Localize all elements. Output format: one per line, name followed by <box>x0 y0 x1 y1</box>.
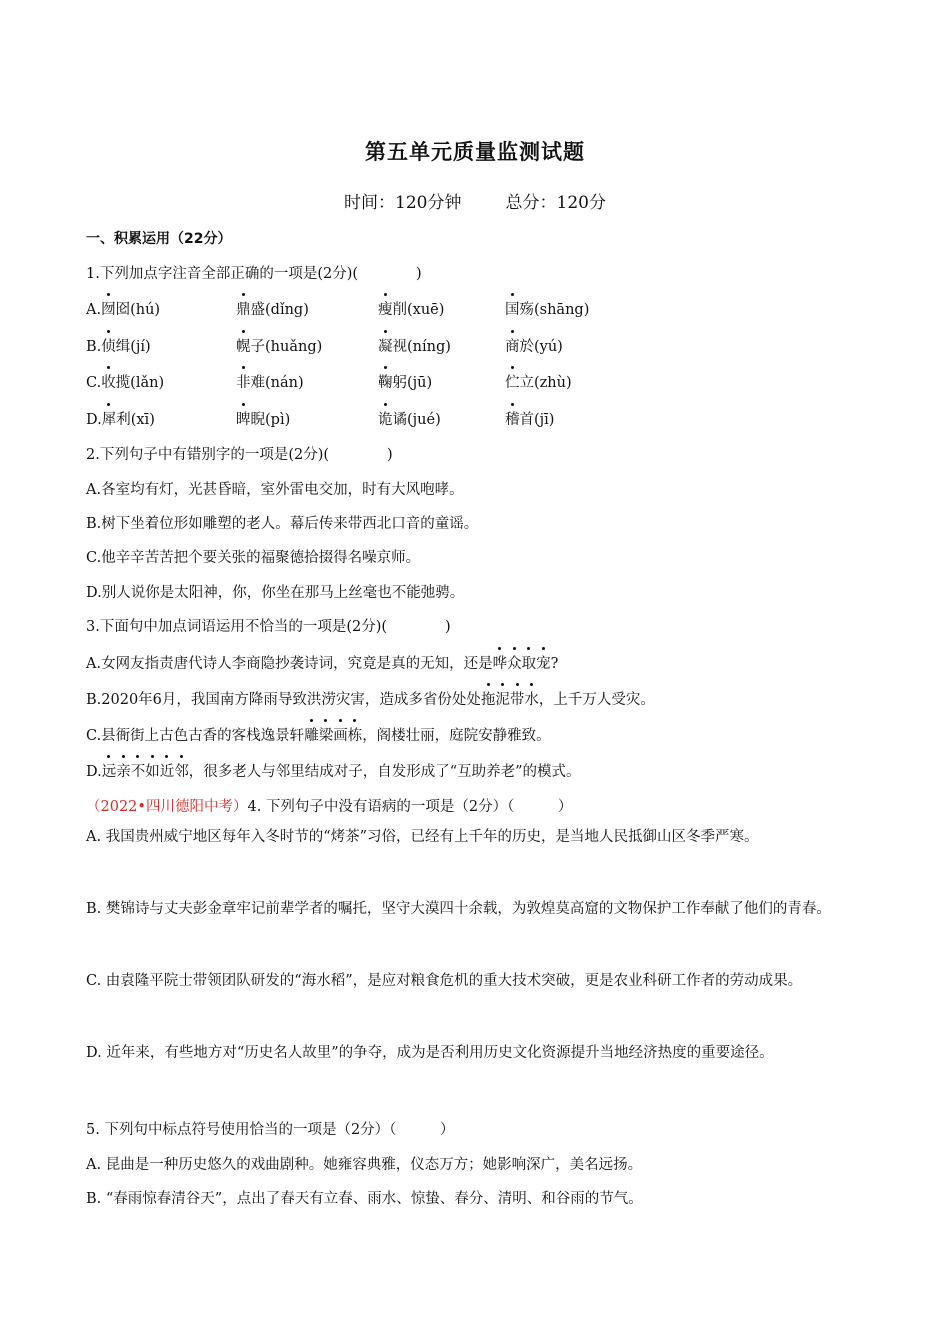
dotted-character: 如 <box>145 760 160 781</box>
question-4-option-c: C. 由袁隆平院士带领团队研发的“海水稻”，是应对粮食危机的重大技术突破，更是农业科研工作者的劳动成果。 <box>86 973 803 989</box>
time-limit: 时间：120分钟 <box>344 193 462 213</box>
question-4-stem-line <box>86 795 572 816</box>
dotted-character: 幌 <box>236 335 251 356</box>
dotted-character: 梁 <box>319 724 334 745</box>
question-3-option-b: B.2020年6月，我国南方降雨导致洪涝灾害，造成多省份处处拖泥带水，上千万人受灾。 <box>86 688 655 709</box>
question-4-option-b: B. 樊锦诗与丈夫彭金章牢记前辈学者的嘱托，坚守大漠四十余载，为敦煌莫高窟的文物保护工作奉献了他们的青春。 <box>86 901 831 917</box>
question-5-stem: 5. 下列句中标点符号使用恰当的一项是（2分）（ ） <box>86 1122 455 1138</box>
option-letter: D. <box>86 412 102 428</box>
question-2-option-d: D.别人说你是太阳神，你，你坐在那马上丝毫也不能弛骋。 <box>86 585 465 601</box>
pinyin-text: 谲(jué) <box>392 412 441 428</box>
dotted-character: 瘦 <box>378 298 393 319</box>
q1-option-item <box>86 371 164 392</box>
pinyin-text: 利(xī) <box>116 412 155 428</box>
dotted-character: 画 <box>333 724 348 745</box>
q1-option-item <box>86 335 151 356</box>
option-letter: B. <box>86 339 102 355</box>
q1-option-item <box>86 298 160 319</box>
question-4-stem: 4. 下列句子中没有语病的一项是（2分）（ ） <box>247 799 573 815</box>
pinyin-text: 睨(pì) <box>250 412 291 428</box>
dotted-character: 伫 <box>505 371 520 392</box>
dotted-character: 收 <box>101 371 116 392</box>
dotted-character: 雕 <box>304 724 319 745</box>
pinyin-text: 躬(jū) <box>392 375 433 391</box>
pinyin-text: 难(nán) <box>250 375 304 391</box>
q1-option-item <box>505 335 563 356</box>
pinyin-text: 於(yú) <box>519 339 563 355</box>
pinyin-text: 子(huǎng) <box>250 339 323 355</box>
dotted-phrase <box>493 656 551 672</box>
dotted-character: 泥 <box>495 688 510 709</box>
dotted-character: 带 <box>510 688 525 709</box>
dotted-phrase <box>481 692 539 708</box>
dotted-character: 犀 <box>102 408 117 429</box>
question-4-option-d: D. 近年来，有些地方对“历史名人故里”的争夺，成为是否利用历史文化资源提升当地经济热度的重要途径。 <box>86 1045 774 1061</box>
q1-option-item <box>378 335 451 356</box>
dotted-character: 诡 <box>378 408 393 429</box>
question-2-stem: 2.下列句子中有错别字的一项是(2分)( ) <box>86 447 393 463</box>
q1-option-item <box>86 408 155 429</box>
question-3-option-c: C.县衙街上古色古香的客栈逸景轩雕梁画栋，阁楼壮丽，庭院安静雅致。 <box>86 724 551 745</box>
pinyin-text: 首(jī) <box>519 412 555 428</box>
question-1-stem: 1.下列加点字注音全部正确的一项是(2分)( ) <box>86 266 422 282</box>
dotted-character: 邻 <box>174 760 189 781</box>
question-5-option-b: B. “春雨惊春清谷天”，点出了春天有立春、雨水、惊蛰、春分、清明、和谷雨的节气。 <box>86 1191 643 1207</box>
dotted-character: 水 <box>524 688 539 709</box>
pinyin-text: 削(xuē) <box>392 302 445 318</box>
q1-option-item <box>236 335 322 356</box>
question-2-option-c: C.他辛辛苦苦把个要关张的福聚德拾掇得名噪京师。 <box>86 550 421 566</box>
q1-option-item <box>236 298 309 319</box>
dotted-character: 睥 <box>236 408 251 429</box>
q1-option-item <box>236 408 290 429</box>
q1-option-item <box>236 371 304 392</box>
dotted-character: 稽 <box>505 408 520 429</box>
q1-option-item <box>378 408 441 429</box>
question-2-option-a: A.各室均有灯，光甚昏暗，室外雷电交加，时有大风咆哮。 <box>86 482 464 498</box>
pinyin-text: 囵(hú) <box>115 302 161 318</box>
dotted-character: 非 <box>236 371 251 392</box>
pinyin-text: 视(níng) <box>392 339 451 355</box>
pinyin-text: 盛(dǐng) <box>250 302 309 318</box>
dotted-character: 鼎 <box>236 298 251 319</box>
section-heading: 一、积累运用（22分） <box>86 231 232 247</box>
dotted-character: 亲 <box>116 760 131 781</box>
page-title: 第五单元质量监测试题 <box>365 140 585 164</box>
dotted-character: 远 <box>102 760 117 781</box>
dotted-character: 宠 <box>536 652 551 673</box>
pinyin-text: 殇(shāng) <box>519 302 590 318</box>
total-score: 总分：120分 <box>505 193 606 213</box>
pinyin-text: 缉(jí) <box>115 339 151 355</box>
exam-meta <box>0 188 950 213</box>
dotted-character: 取 <box>522 652 537 673</box>
question-3-option-d: D.远亲不如近邻，很多老人与邻里结成对子，自发形成了“互助养老”的模式。 <box>86 760 581 781</box>
dotted-character: 囫 <box>101 298 116 319</box>
question-3-stem: 3.下面句中加点词语运用不恰当的一项是(2分)( ) <box>86 619 451 635</box>
pinyin-text: 立(zhù) <box>519 375 572 391</box>
dotted-phrase <box>304 728 362 744</box>
pinyin-text: 揽(lǎn) <box>115 375 165 391</box>
dotted-character: 不 <box>131 760 146 781</box>
dotted-character: 栋 <box>348 724 363 745</box>
option-letter: C. <box>86 375 102 391</box>
dotted-character: 国 <box>505 298 520 319</box>
dotted-character: 凝 <box>378 335 393 356</box>
question-source: （2022•四川德阳中考） <box>86 799 248 815</box>
dotted-character: 鞠 <box>378 371 393 392</box>
dotted-character: 众 <box>507 652 522 673</box>
option-letter: A. <box>86 302 102 318</box>
dotted-phrase <box>102 764 189 780</box>
q1-option-item <box>378 298 444 319</box>
dotted-character: 商 <box>505 335 520 356</box>
q1-option-item <box>505 371 572 392</box>
question-3-option-a: A.女网友指责唐代诗人李商隐抄袭诗词，究竟是真的无知，还是哗众取宠? <box>86 652 558 673</box>
dotted-character: 侦 <box>101 335 116 356</box>
q1-option-item <box>505 408 554 429</box>
dotted-character: 近 <box>160 760 175 781</box>
question-4-option-a: A. 我国贵州威宁地区每年入冬时节的“烤茶”习俗，已经有上千年的历史，是当地人民抵御山区冬季严寒。 <box>86 829 759 845</box>
question-2-option-b: B.树下坐着位形如雕塑的老人。幕后传来带西北口音的童谣。 <box>86 516 479 532</box>
dotted-character: 拖 <box>481 688 496 709</box>
q1-option-item <box>505 298 589 319</box>
q1-option-item <box>378 371 432 392</box>
dotted-character: 哗 <box>493 652 508 673</box>
question-5-option-a: A. 昆曲是一种历史悠久的戏曲剧种。她雍容典雅，仪态万方；她影响深广，美名远扬。 <box>86 1157 643 1173</box>
